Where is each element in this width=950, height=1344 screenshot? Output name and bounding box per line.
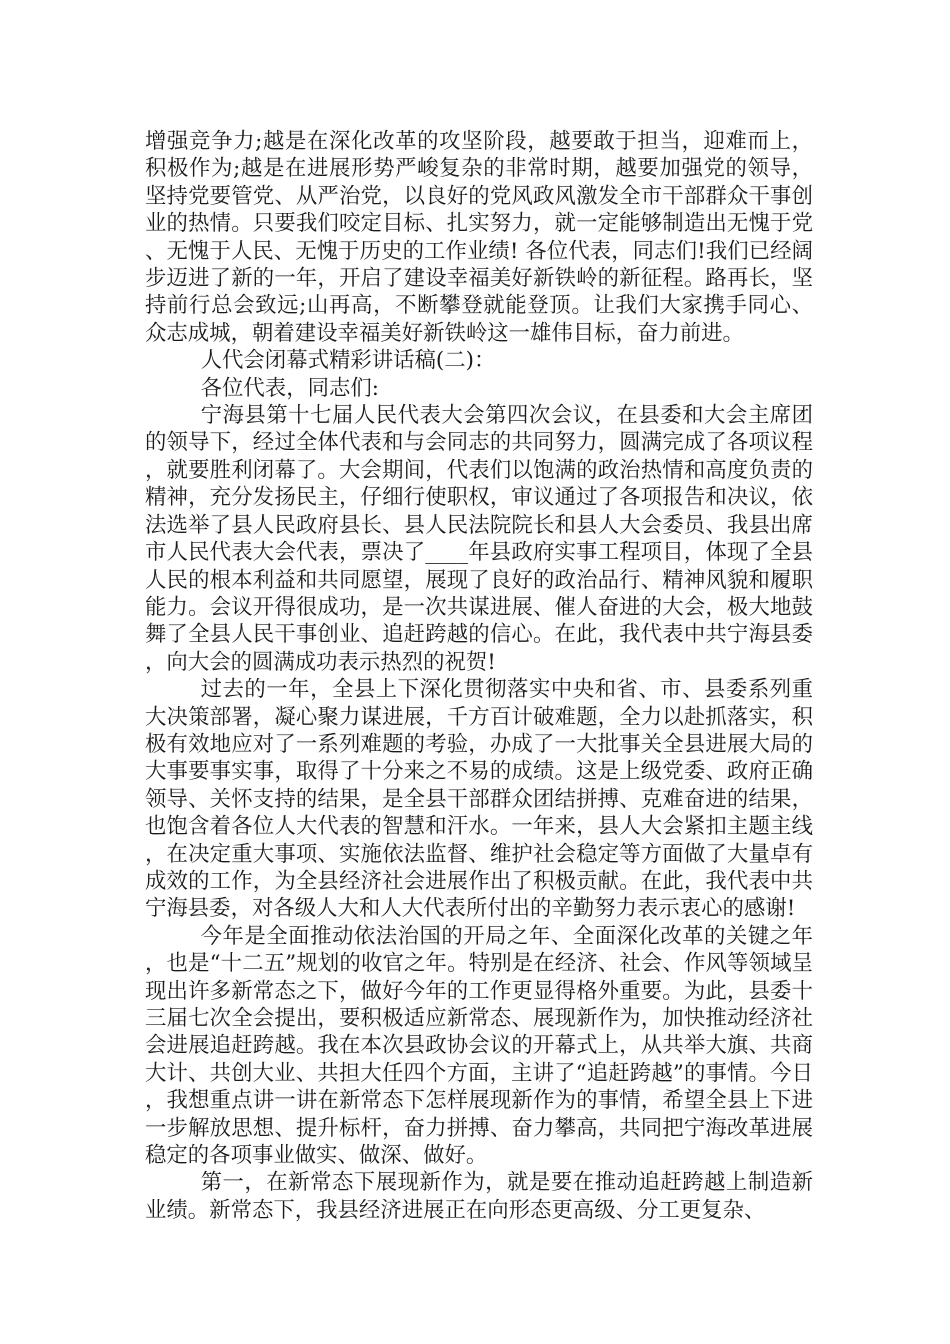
paragraph-continuation: 增强竞争力;越是在深化改革的攻坚阶段，越要敢于担当，迎难而上，积极作为;越是在进展形势严峻复杂的非常时期，越要加强党的领导，坚持党要管党、从严治党，以良好的党风政风激发全市干部群众干事创业的热情。只要我们咬定目标、扎实努力，就一定能够制造出无愧于党、无愧于人民、无愧于历史的工作业绩! 各位代表，同志们!我们已经阔步迈进了新的一年，开启了建设幸福美好新铁岭的新征程。路再长，坚持前行总会致远;山再高，不断攀登就能登顶。让我们大家携手同心、众志成城，朝着建设幸福美好新铁岭这一雄伟目标，奋力前进。 <box>145 129 813 346</box>
paragraph-past-year: 过去的一年，全县上下深化贯彻落实中央和省、市、县委系列重大决策部署，凝心聚力谋进展，千方百计破难题，全力以赴抓落实，积极有效地应对了一系列难题的考验，办成了一大批事关全县进展大局的大事要事实事，取得了十分来之不易的成绩。这是上级党委、政府正确领导、关怀支持的结果，是全县干部群众团结拼搏、克难奋进的结果，也饱含着各位人大代表的智慧和汗水。一年来，县人大会紧扣主题主线，在决定重大事项、实施依法监督、维护社会稳定等方面做了大量卓有成效的工作，为全县经济社会进展作出了积极贡献。在此，我代表中共宁海县委，对各级人大和人大代表所付出的辛勤努力表示衷心的感谢! <box>145 677 813 922</box>
paragraph-congress-summary: 宁海县第十七届人民代表大会第四次会议，在县委和大会主席团的领导下，经过全体代表和与会同志的共同努力，圆满完成了各项议程，就要胜利闭幕了。大会期间，代表们以饱满的政治热情和高度负责的精神，充分发扬民主，仔细行使职权，审议通过了各项报告和决议，依法选举了县人民政府县长、县人民法院院长和县人大会委员、我县出席市人民代表大会代表，票决了____年县政府实事工程项目，体现了全县人民的根本利益和共同愿望，展现了良好的政治品行、精神风貌和履职能力。会议开得很成功，是一次共谋进展、催人奋进的大会，极大地鼓舞了全县人民干事创业、追赶跨越的信心。在此，我代表中共宁海县委，向大会的圆满成功表示热烈的祝贺! <box>145 403 813 675</box>
paragraph-first-point: 第一，在新常态下展现新作为，就是要在推动追赶跨越上制造新业绩。新常态下，我县经济进展正在向形态更高级、分工更复杂、 <box>145 1170 813 1223</box>
salutation: 各位代表，同志们: <box>200 375 379 401</box>
section-heading: 人代会闭幕式精彩讲话稿(二)： <box>200 348 496 374</box>
document-body <box>145 128 813 1224</box>
paragraph-this-year: 今年是全面推动依法治国的开局之年、全面深化改革的关键之年，也是“十二五”规划的收官之年。特别是在经济、社会、作风等领域呈现出许多新常态之下，做好今年的工作更显得格外重要。为此，县委十三届七次全会提出，要积极适应新常态、展现新作为，加快推动经济社会进展追赶跨越。我在本次县政协会议的开幕式上，从共举大旗、共商大计、共创大业、共担大任四个方面，主讲了“追赶跨越”的事情。今日，我想重点讲一讲在新常态下怎样展现新作为的事情，希望全县上下进一步解放思想、提升标杆，奋力拼搏、奋力攀高，共同把宁海改革进展稳定的各项事业做实、做深、做好。 <box>145 923 813 1169</box>
